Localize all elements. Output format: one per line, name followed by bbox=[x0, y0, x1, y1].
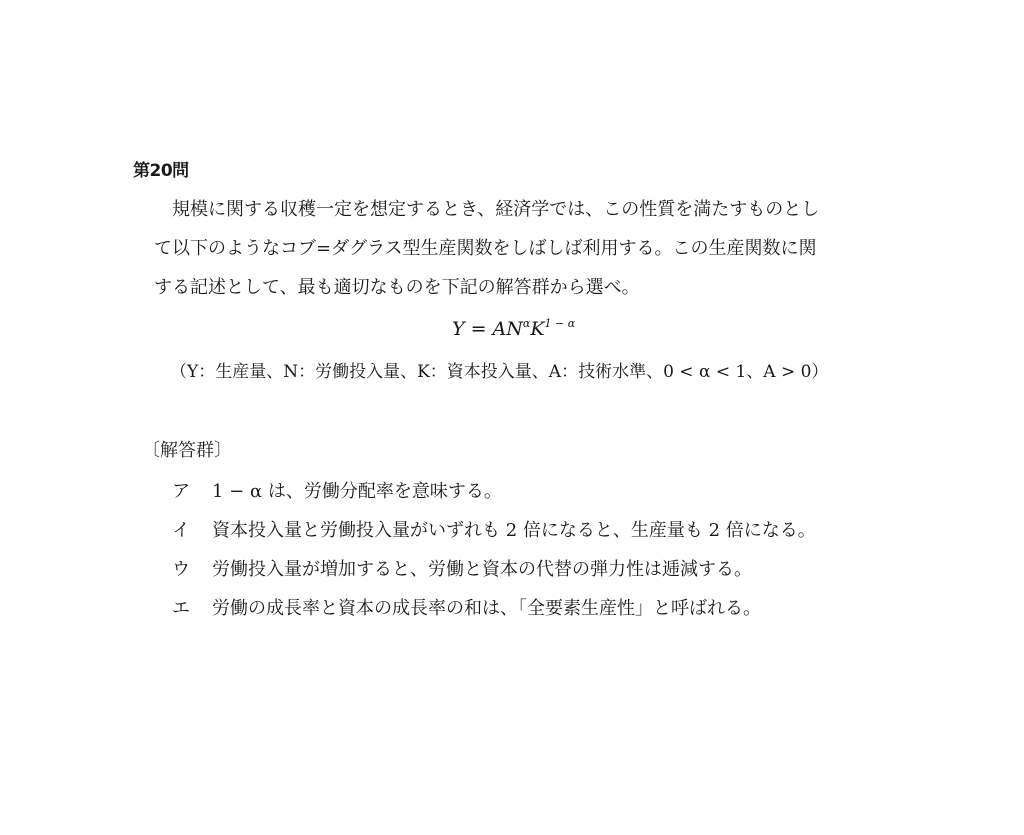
choice-a bbox=[172, 477, 502, 503]
question-body-line-2: て以下のようなコブ=ダグラス型生産関数をしばしば利用する。この生産関数に関 bbox=[154, 238, 817, 259]
choice-mark: イ bbox=[172, 520, 190, 541]
production-function-formula bbox=[452, 317, 575, 340]
choice-mark: ウ bbox=[172, 559, 190, 580]
question-title: 第20問 bbox=[133, 161, 189, 181]
formula-lhs: Y bbox=[452, 318, 465, 340]
choice-mark: エ bbox=[172, 598, 190, 619]
formula-exponent-one-minus-alpha: 1 − α bbox=[544, 317, 576, 330]
formula-k: K bbox=[530, 318, 545, 340]
formula-exponent-alpha: α bbox=[522, 317, 531, 330]
variable-legend: （Y：生産量、N：労働投入量、K：資本投入量、A：技術水準、0 < α < 1、A > 0） bbox=[170, 362, 829, 382]
choice-text: 資本投入量と労働投入量がいずれも 2 倍になると、生産量も 2 倍になる。 bbox=[212, 520, 816, 541]
choice-u bbox=[172, 555, 752, 581]
choice-e bbox=[172, 594, 761, 620]
choice-text: 1 − α は、労働分配率を意味する。 bbox=[212, 481, 502, 502]
question-body-line-1: 規模に関する収穫一定を想定するとき、経済学では、この性質を満たすものとし bbox=[172, 199, 820, 220]
choice-mark: ア bbox=[172, 481, 190, 502]
choice-text: 労働投入量が増加すると、労働と資本の代替の弾力性は逓減する。 bbox=[212, 559, 752, 580]
question-body-line-3: する記述として、最も適切なものを下記の解答群から選べ。 bbox=[154, 277, 640, 298]
formula-base: AN bbox=[492, 318, 523, 340]
choices-header: 〔解答群〕 bbox=[142, 440, 232, 461]
choice-text: 労働の成長率と資本の成長率の和は、「全要素生産性」と呼ばれる。 bbox=[212, 598, 761, 619]
formula-equals: = bbox=[464, 318, 493, 340]
choice-i bbox=[172, 516, 816, 542]
